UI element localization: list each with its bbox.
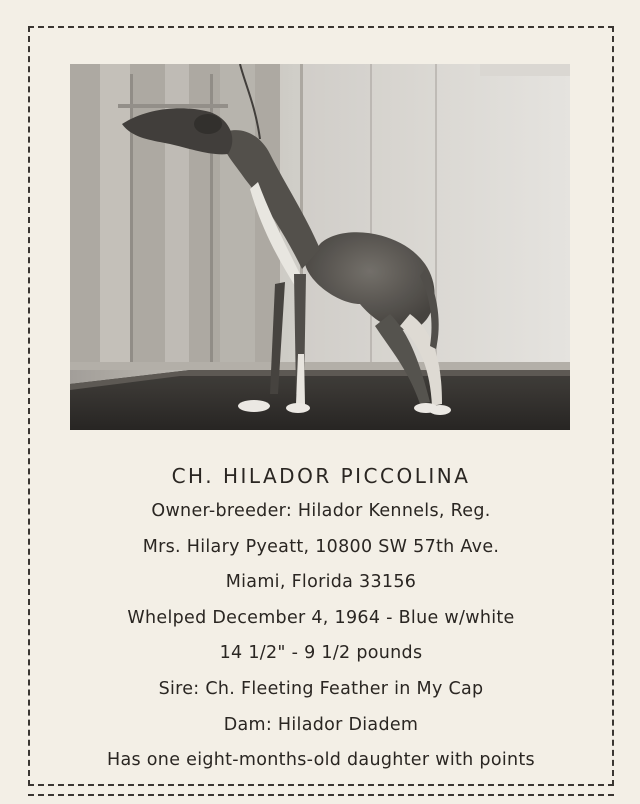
city-line: Miami, Florida 33156 bbox=[225, 572, 417, 593]
size-line: 14 1/2" - 9 1/2 pounds bbox=[219, 643, 423, 664]
dog-photo bbox=[70, 64, 570, 430]
offspring-line: Has one eight-months-old daughter with points bbox=[107, 750, 535, 771]
dam-line: Dam: Hilador Diadem bbox=[223, 714, 419, 735]
owner-breeder-line: Owner-breeder: Hilador Kennels, Reg. bbox=[151, 501, 491, 521]
greyhound-standing-photo-icon bbox=[70, 64, 570, 430]
dog-name-title: CH. HILADOR PICCOLINA bbox=[171, 464, 471, 488]
next-ad-border bbox=[28, 794, 614, 804]
owner-address-line: Mrs. Hilary Pyeatt, 10800 SW 57th Ave. bbox=[142, 536, 500, 557]
whelped-line: Whelped December 4, 1964 - Blue w/white bbox=[127, 607, 515, 628]
caption-block bbox=[28, 458, 614, 779]
sire-line: Sire: Ch. Fleeting Feather in My Cap bbox=[158, 678, 484, 699]
